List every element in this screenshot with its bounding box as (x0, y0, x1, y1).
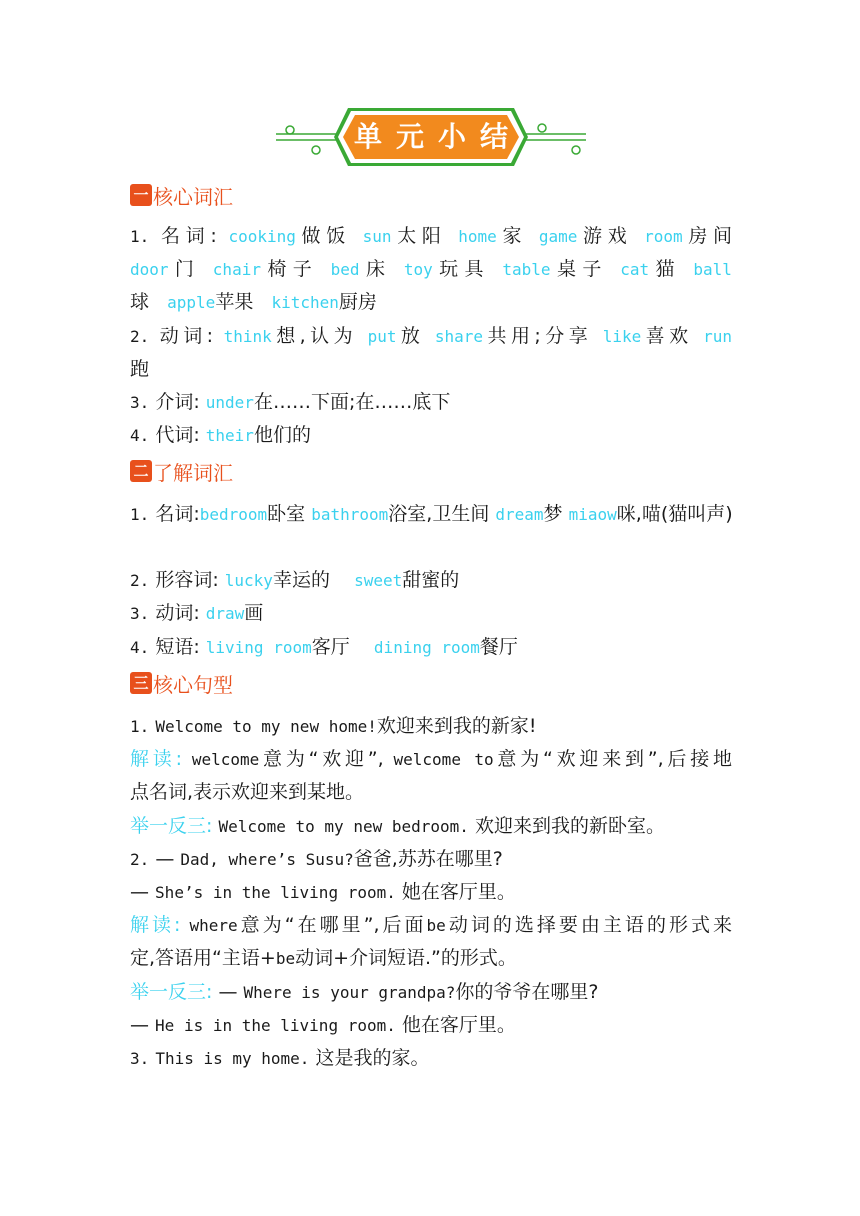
section-header-core-sentences (130, 668, 233, 698)
sentence-1-note-line-2: 点名词,表示欢迎来到某地。 (130, 781, 365, 803)
section-badge: 二 (130, 460, 152, 482)
extra-verb-line: 3. 动词: draw画 (130, 602, 264, 624)
section-title: 核心词汇 (153, 184, 233, 209)
section-badge: 一 (130, 184, 152, 206)
sentence-3: 3. This is my home. 这是我的家。 (130, 1047, 430, 1069)
sentence-2-example-answer: — He is in the living room. 他在客厅里。 (130, 1014, 516, 1036)
core-verbs-line-2: 跑 (130, 358, 150, 380)
core-nouns-line-3: 球 apple苹果 kitchen厨房 (130, 291, 377, 313)
section-header-extra-vocab (130, 456, 233, 486)
section-title: 核心句型 (153, 672, 233, 697)
section-header-core-vocab (130, 180, 233, 210)
sentence-2-note-line-2: 定,答语用“主语+be动词+介词短语.”的形式。 (130, 947, 517, 969)
extra-adj-line: 2. 形容词: lucky幸运的 sweet甜蜜的 (130, 569, 460, 591)
section-title: 了解词汇 (153, 460, 233, 485)
core-verbs-line-1: 2. 动词: think想,认为 put放 share共用;分享 like喜欢 run (130, 325, 732, 347)
sentence-2-example-question: 举一反三: — Where is your grandpa?你的爷爷在哪里? (130, 981, 599, 1003)
unit-summary-banner (276, 106, 586, 168)
core-prep-line: 3. 介词: under在……下面;在……底下 (130, 391, 451, 413)
core-nouns-line-2: door门 chair椅子 bed床 toy玩具 table桌子 cat猫 ball (130, 258, 732, 280)
banner-title: 单元小结 (353, 120, 522, 153)
sentence-2-answer: — She’s in the living room. 她在客厅里。 (130, 881, 516, 903)
sentence-1-note-line-1: 解读: welcome意为“欢迎”, welcome to意为“欢迎来到”,后接地 (130, 748, 733, 770)
sentence-2-question: 2. — Dad, where’s Susu?爸爸,苏苏在哪里? (130, 848, 503, 870)
sentence-1: 1. Welcome to my new home!欢迎来到我的新家! (130, 715, 537, 737)
extra-nouns-line-1: 1. 名词:bedroom卧室 bathroom浴室,卫生间 dream梦 miaow咪,喵(猫叫声) (130, 503, 733, 525)
sentence-1-example: 举一反三: Welcome to my new bedroom. 欢迎来到我的新卧室。 (130, 815, 665, 837)
sentence-2-note-line-1: 解读: where意为“在哪里”,后面be动词的选择要由主语的形式来 (130, 914, 732, 936)
core-pron-line: 4. 代词: their他们的 (130, 424, 311, 446)
section-badge: 三 (130, 672, 152, 694)
core-nouns-line-1: 1. 名词: cooking做饭 sun太阳 home家 game游戏 room房间 (130, 225, 732, 247)
extra-phrase-line: 4. 短语: living room客厅 dining room餐厅 (130, 636, 518, 658)
